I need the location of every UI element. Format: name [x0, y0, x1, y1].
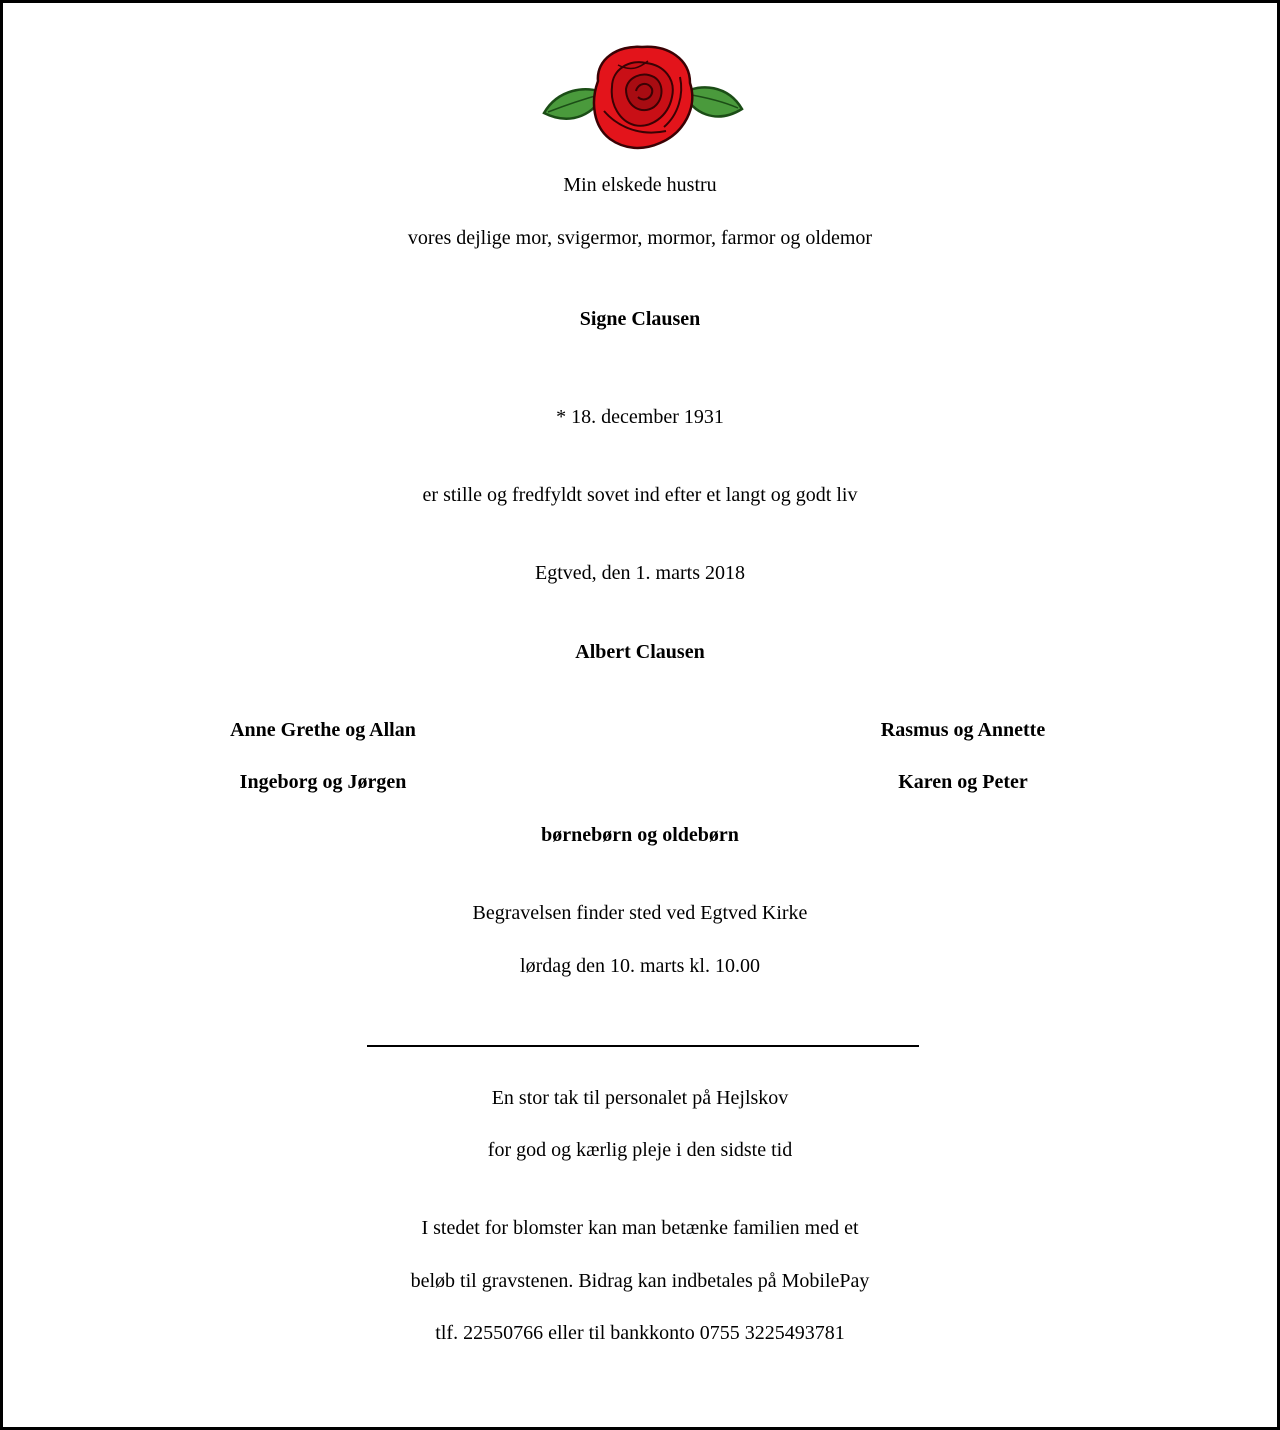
- intro-line-1: Min elskede hustru: [563, 174, 717, 196]
- intro-line-2: vores dejlige mor, svigermor, mormor, farmor og oldemor: [407, 227, 873, 249]
- donation-line-3: tlf. 22550766 eller til bankkonto 0755 3225493781: [435, 1322, 845, 1344]
- passing-text: er stille og fredfyldt sovet ind efter et langt og godt liv: [422, 484, 858, 506]
- funeral-line-1: Begravelsen finder sted ved Egtved Kirke: [472, 902, 808, 924]
- family-left-2: Ingeborg og Jørgen: [239, 771, 407, 793]
- thanks-line-2: for god og kærlig pleje i den sidste tid: [487, 1139, 793, 1161]
- rose-icon: [538, 41, 748, 153]
- spouse-name: Albert Clausen: [575, 641, 705, 663]
- family-right-1: Rasmus og Annette: [880, 719, 1046, 741]
- deceased-name: Signe Clausen: [579, 308, 701, 330]
- donation-line-2: beløb til gravstenen. Bidrag kan indbetales på MobilePay: [410, 1270, 870, 1292]
- place-date: Egtved, den 1. marts 2018: [535, 562, 745, 584]
- donation-line-1: I stedet for blomster kan man betænke familien med et: [421, 1217, 859, 1239]
- funeral-line-2: lørdag den 10. marts kl. 10.00: [520, 955, 760, 977]
- family-grandchildren: børnebørn og oldebørn: [541, 824, 739, 846]
- family-right-2: Karen og Peter: [898, 771, 1028, 793]
- divider: [367, 1045, 919, 1047]
- thanks-line-1: En stor tak til personalet på Hejlskov: [491, 1087, 789, 1109]
- birth-date: * 18. december 1931: [556, 406, 724, 428]
- family-left-1: Anne Grethe og Allan: [230, 719, 416, 741]
